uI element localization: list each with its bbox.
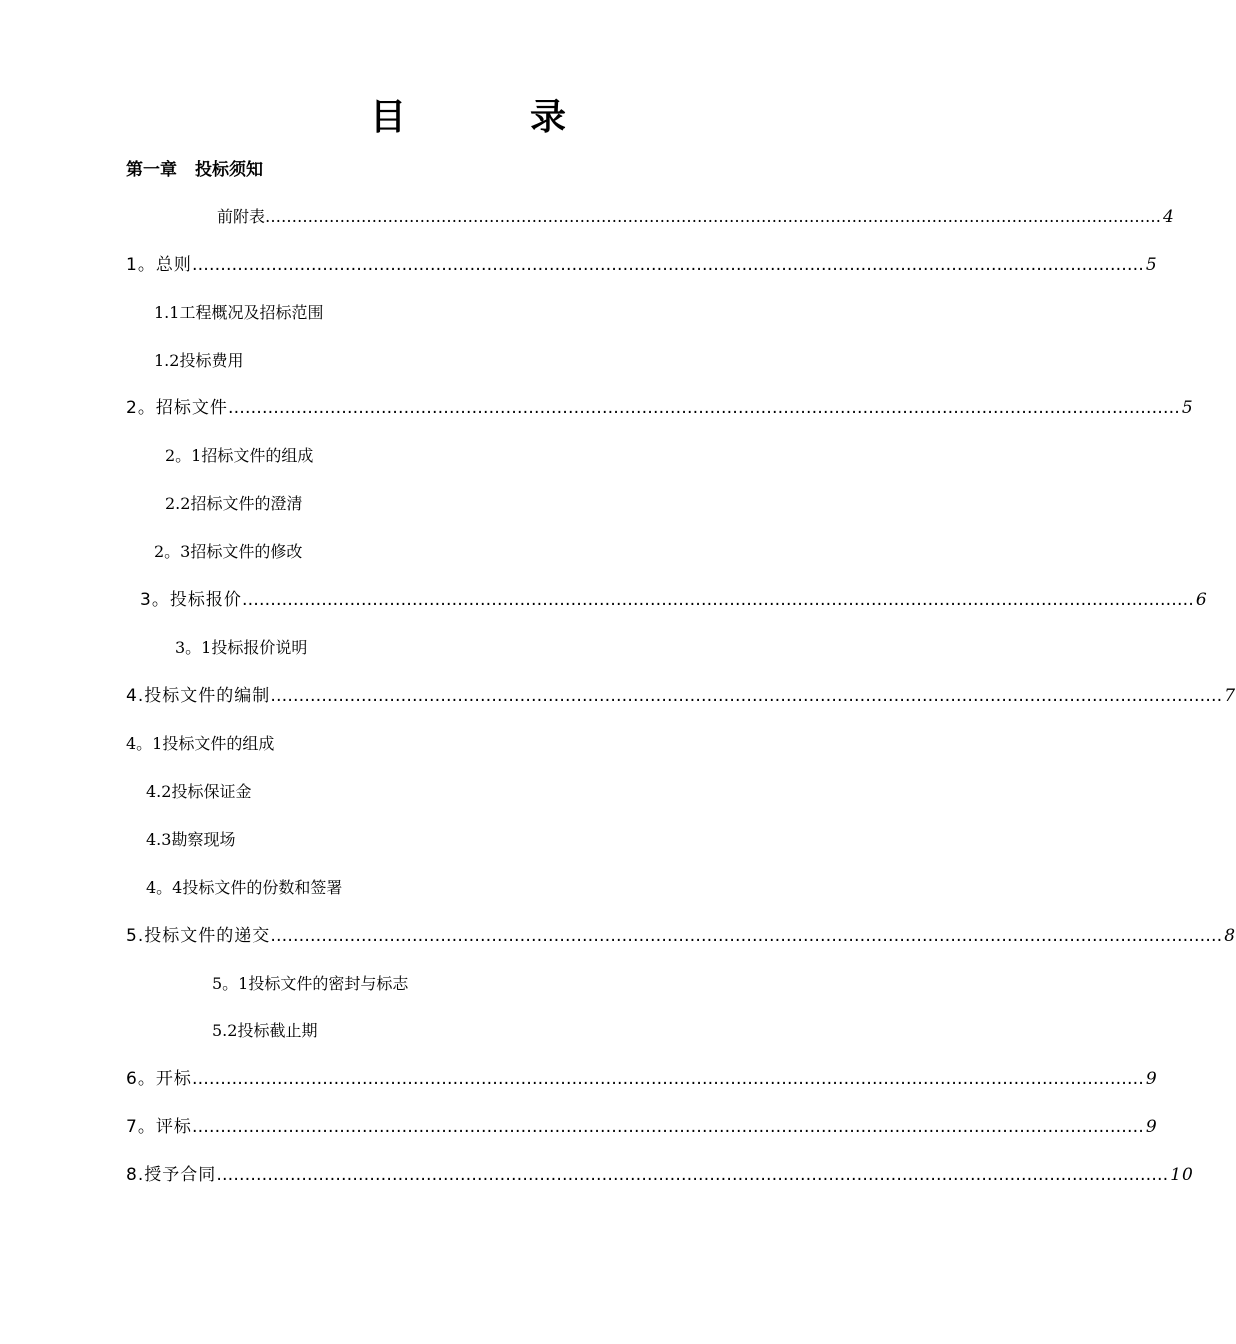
toc-subsection[interactable]: 4。4投标文件的份数和签署 [146, 878, 343, 897]
toc-page-number: 10 [1170, 1165, 1194, 1185]
toc-leader-dots: …………………………………………………………………………………………………………………………………………………… [270, 686, 1223, 706]
chapter-name: 投标须知 [195, 160, 263, 180]
toc-page-number: 4 [1163, 207, 1174, 227]
toc-title: 目 录 [369, 97, 610, 138]
chapter-number: 第一章 [126, 160, 177, 180]
chapter-heading [126, 157, 263, 183]
toc-page-number: 8 [1224, 926, 1236, 946]
toc-entry[interactable] [126, 1113, 1158, 1141]
toc-leader-dots: …………………………………………………………………………………………………………………………………………………… [191, 255, 1144, 275]
toc-page-number: 7 [1224, 686, 1236, 706]
toc-entry[interactable] [126, 1065, 1158, 1093]
toc-subsection[interactable]: 4.3勘察现场 [146, 830, 236, 849]
toc-subsection[interactable]: 2.2招标文件的澄清 [165, 494, 303, 513]
toc-page-number: 9 [1145, 1117, 1158, 1137]
toc-entry[interactable] [140, 586, 1208, 614]
toc-page-number: 6 [1195, 590, 1208, 610]
toc-entry-label: 4.投标文件的编制 [126, 686, 271, 706]
toc-entry-label: 前附表 [217, 207, 266, 226]
toc-entry[interactable] [126, 682, 1236, 710]
toc-page-number: 5 [1181, 398, 1194, 418]
toc-page-number: 9 [1145, 1069, 1158, 1089]
toc-subsection[interactable]: 1.1工程概况及招标范围 [154, 303, 324, 322]
toc-entry-label: 3。投标报价 [140, 590, 242, 610]
toc-entry-label: 6。开标 [126, 1069, 192, 1089]
toc-subsection[interactable]: 4。1投标文件的组成 [126, 734, 275, 753]
toc-subsection[interactable]: 5.2投标截止期 [212, 1021, 318, 1040]
toc-subsection[interactable]: 4.2投标保证金 [146, 782, 252, 801]
toc-entry-label: 1。总则 [126, 255, 192, 275]
toc-leader-dots: …………………………………………………………………………………………………………………………………………………… [216, 1165, 1169, 1185]
toc-subsection[interactable]: 3。1投标报价说明 [175, 638, 308, 657]
toc-leader-dots: …………………………………………………………………………………………………………………………………………………… [191, 1069, 1144, 1089]
toc-subsection[interactable]: 1.2投标费用 [154, 351, 244, 370]
toc-leader-dots: …………………………………………………………………………………………………………………………………………………… [191, 1117, 1144, 1137]
toc-page-number: 5 [1145, 255, 1158, 275]
toc-entry[interactable] [217, 203, 1174, 231]
toc-entry-label: 8.授予合同 [126, 1165, 217, 1185]
toc-entry-label: 7。评标 [126, 1117, 192, 1137]
toc-entry[interactable] [126, 251, 1158, 279]
toc-entry-label: 2。招标文件 [126, 398, 228, 418]
toc-entry[interactable] [126, 394, 1194, 422]
toc-entry-label: 5.投标文件的递交 [126, 926, 271, 946]
toc-subsection[interactable]: 2。1招标文件的组成 [165, 446, 314, 465]
toc-leader-dots: …………………………………………………………………………………………………………………………………………………… [265, 207, 1162, 226]
toc-subsection[interactable]: 5。1投标文件的密封与标志 [212, 974, 409, 993]
toc-entry[interactable] [126, 922, 1236, 950]
toc-subsection[interactable]: 2。3招标文件的修改 [154, 542, 303, 561]
toc-leader-dots: …………………………………………………………………………………………………………………………………………………… [227, 398, 1180, 418]
toc-entry[interactable] [126, 1161, 1194, 1189]
toc-leader-dots: …………………………………………………………………………………………………………………………………………………… [270, 926, 1223, 946]
toc-leader-dots: …………………………………………………………………………………………………………………………………………………… [241, 590, 1194, 610]
